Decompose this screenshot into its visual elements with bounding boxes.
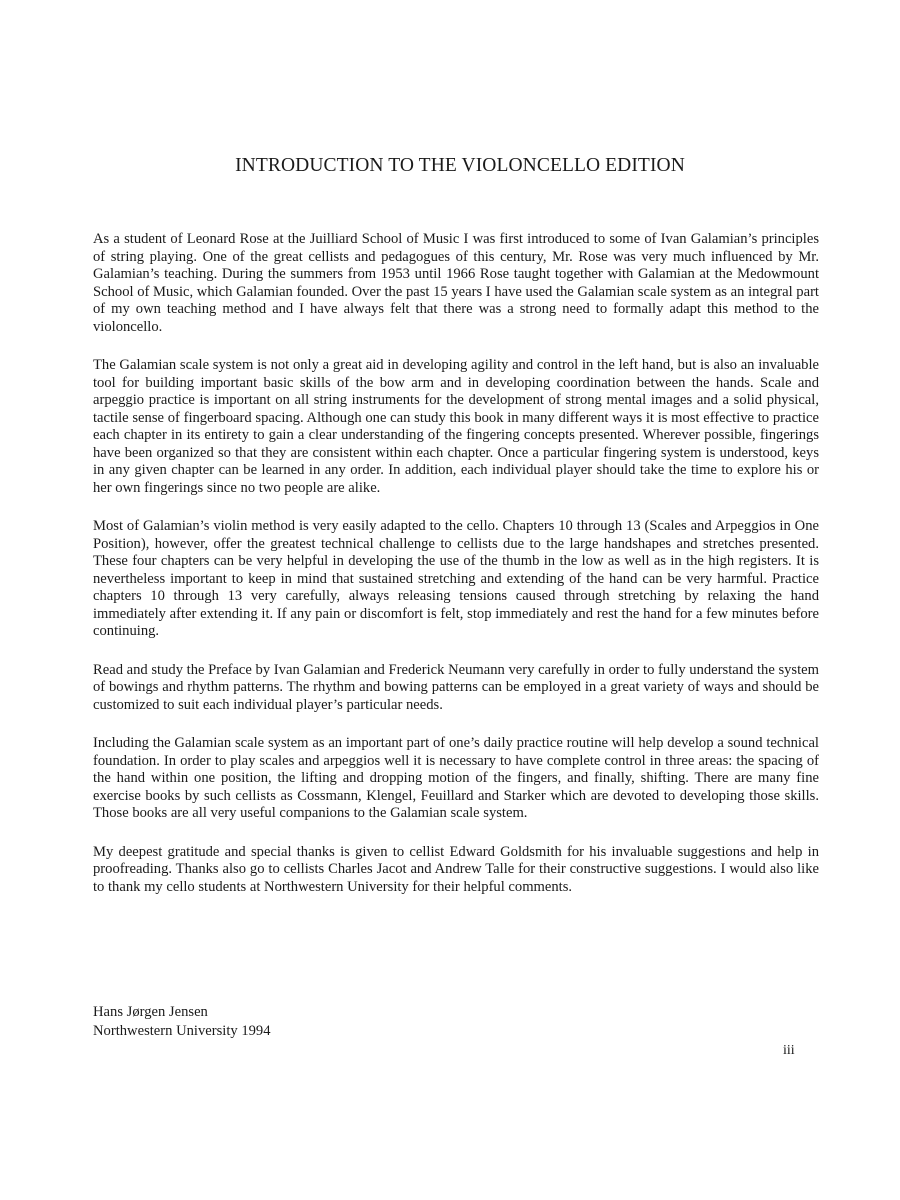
paragraph-1: As a student of Leonard Rose at the Juilliard School of Music I was first introduced to some of Ivan Galamian’s principles of string playing. One of the great cellists and pedagogues of this century, Mr. Rose was very much influenced by Mr. Galamian’s teaching. During the summers from 1953 until 1966 Rose taught together with Galamian at the Medowmount School of Music, which Galamian founded. Over the past 15 years I have used the Galamian scale system as an integral part of my own teaching method and I have always felt that there was a strong need to formally adapt this method to the violoncello. — [93, 231, 819, 335]
paragraph-3: Most of Galamian’s violin method is very easily adapted to the cello. Chapters 10 through 13 (Scales and Arpeggios in One Position), however, offer the greatest technical challenge to cellists due to the large handshapes and stretches presented. These four chapters can be very helpful in developing the use of the thumb in the low as well as in the high registers. It is nevertheless important to keep in mind that sustained stretching and extending of the hand can be very harmful. Practice chapters 10 through 13 very carefully, always releasing tensions caused through stretching by relaxing the hand immediately after extending it. If any pain or discomfort is felt, stop immediately and rest the hand for a few minutes before continuing. — [93, 518, 819, 639]
page-title: INTRODUCTION TO THE VIOLONCELLO EDITION — [235, 155, 685, 176]
paragraph-2: The Galamian scale system is not only a great aid in developing agility and control in the left hand, but is also an invaluable tool for building important basic skills of the bow arm and in developing coordination between the hands. Scale and arpeggio practice is important on all string instruments for the development of strong mental images and a solid physical, tactile sense of fingerboard spacing. Although one can study this book in many different ways it is most effective to practice each chapter in its entirety to gain a clear understanding of the fingering concepts presented. Wherever possible, fingerings have been organized so that they are consistent within each chapter. Once a particular fingering system is understood, keys in any given chapter can be learned in any order. In addition, each individual player should take the time to explore his or her own fingerings since no two people are alike. — [93, 357, 819, 496]
body-text — [93, 231, 819, 917]
signature-block — [93, 1003, 271, 1041]
page-number: iii — [783, 1043, 795, 1058]
author-name: Hans Jørgen Jensen — [93, 1004, 208, 1020]
paragraph-4: Read and study the Preface by Ivan Galamian and Frederick Neumann very carefully in order to fully understand the system of bowings and rhythm patterns. The rhythm and bowing patterns can be employed in a great variety of ways and should be customized to suit each individual player’s particular needs. — [93, 661, 819, 713]
paragraph-6: My deepest gratitude and special thanks is given to cellist Edward Goldsmith for his invaluable suggestions and help in proofreading. Thanks also go to cellists Charles Jacot and Andrew Talle for their constructive suggestions. I would also like to thank my cello students at Northwestern University for their helpful comments. — [93, 843, 819, 895]
paragraph-5: Including the Galamian scale system as an important part of one’s daily practice routine will help develop a sound technical foundation. In order to play scales and arpeggios well it is necessary to have complete control in three areas: the spacing of the hand within one position, the lifting and dropping motion of the fingers, and finally, shifting. There are many fine exercise books by such cellists as Cossmann, Klengel, Feuillard and Starker which are devoted to developing those skills. Those books are all very useful companions to the Galamian scale system. — [93, 735, 819, 821]
author-affiliation: Northwestern University 1994 — [93, 1023, 271, 1039]
